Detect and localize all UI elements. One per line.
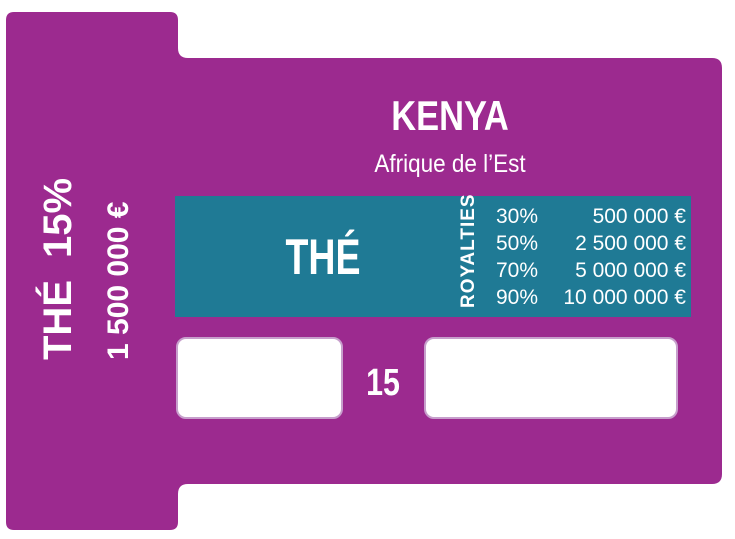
country-title: KENYA	[391, 92, 509, 139]
royalty-percent: 30%	[496, 205, 539, 228]
left-window	[176, 337, 343, 419]
royalty-percent: 50%	[496, 232, 539, 255]
royalty-percent: 70%	[496, 259, 539, 282]
royalty-row	[496, 205, 686, 229]
royalty-amount: 2 500 000 €	[575, 232, 686, 255]
right-window	[424, 337, 678, 419]
side-product: THÉ	[36, 280, 80, 360]
side-amount: 1 500 000 €	[102, 201, 135, 360]
royalty-percent: 90%	[496, 286, 539, 309]
region-subtitle: Afrique de l’Est	[374, 150, 526, 178]
royalties-label: ROYALTIES	[458, 193, 479, 308]
royalty-amount: 500 000 €	[592, 205, 686, 228]
side-label	[36, 178, 81, 360]
royalty-amount: 10 000 000 €	[563, 286, 686, 309]
card-number: 15	[366, 362, 400, 404]
side-percent: 15%	[36, 177, 80, 258]
royalty-row	[496, 232, 686, 256]
royalty-amount: 5 000 000 €	[575, 259, 686, 282]
royalty-row	[496, 259, 686, 283]
product-name: THÉ	[285, 229, 361, 285]
royalty-row	[496, 286, 686, 310]
